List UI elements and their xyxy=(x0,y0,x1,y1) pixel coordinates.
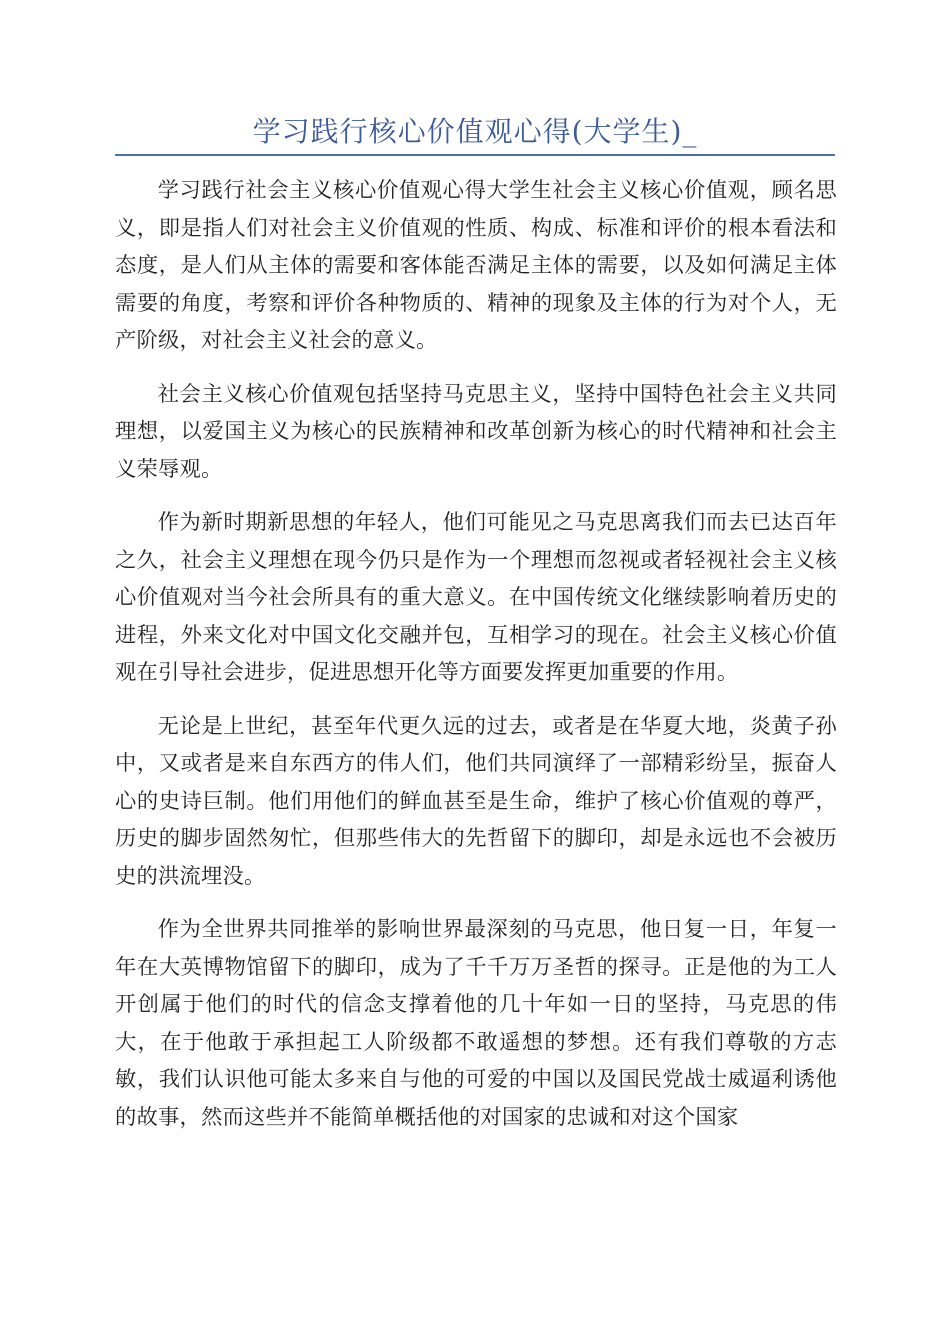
document-body xyxy=(115,172,837,1152)
paragraph-3: 作为新时期新思想的年轻人，他们可能见之马克思离我们而去已达百年之久，社会主义理想在现今仍只是作为一个理想而忽视或者轻视社会主义核心价值观对当今社会所具有的重大意义。在中国传统文化继续影响着历史的进程，外来文化对中国文化交融并包，互相学习的现在。社会主义核心价值观在引导社会进步，促进思想开化等方面要发挥更加重要的作用。 xyxy=(115,510,837,685)
paragraph-2: 社会主义核心价值观包括坚持马克思主义，坚持中国特色社会主义共同理想，以爱国主义为核心的民族精神和改革创新为核心的时代精神和社会主义荣辱观。 xyxy=(115,381,837,482)
page-title: 学习践行核心价值观心得(大学生)_ xyxy=(252,115,698,148)
paragraph-4: 无论是上世纪，甚至年代更久远的过去，或者是在华夏大地，炎黄子孙中，又或者是来自东西方的伟人们，他们共同演绎了一部精彩纷呈，振奋人心的史诗巨制。他们用他们的鲜血甚至是生命，维护了核心价值观的尊严，历史的脚步固然匆忙，但那些伟大的先哲留下的脚印，却是永远也不会被历史的洪流埋没。 xyxy=(115,713,837,889)
paragraph-1: 学习践行社会主义核心价值观心得大学生社会主义核心价值观，顾名思义，即是指人们对社会主义价值观的性质、构成、标准和评价的根本看法和态度，是人们从主体的需要和客体能否满足主体的需要，以及如何满足主体需要的角度，考察和评价各种物质的、精神的现象及主体的行为对个人，无产阶级，对社会主义社会的意义。 xyxy=(115,178,837,353)
title-underline xyxy=(115,154,835,156)
paragraph-5: 作为全世界共同推举的影响世界最深刻的马克思，他日复一日，年复一年在大英博物馆留下的脚印，成为了千千万万圣哲的探寻。正是他的为工人开创属于他们的时代的信念支撑着他的几十年如一日的坚持，马克思的伟大，在于他敢于承担起工人阶级都不敢遥想的梦想。还有我们尊敬的方志敏，我们认识他可能太多来自与他的可爱的中国以及国民党战士威逼利诱他的故事，然而这些并不能简单概括他的对国家的忠诚和对这个国家 xyxy=(115,917,837,1130)
